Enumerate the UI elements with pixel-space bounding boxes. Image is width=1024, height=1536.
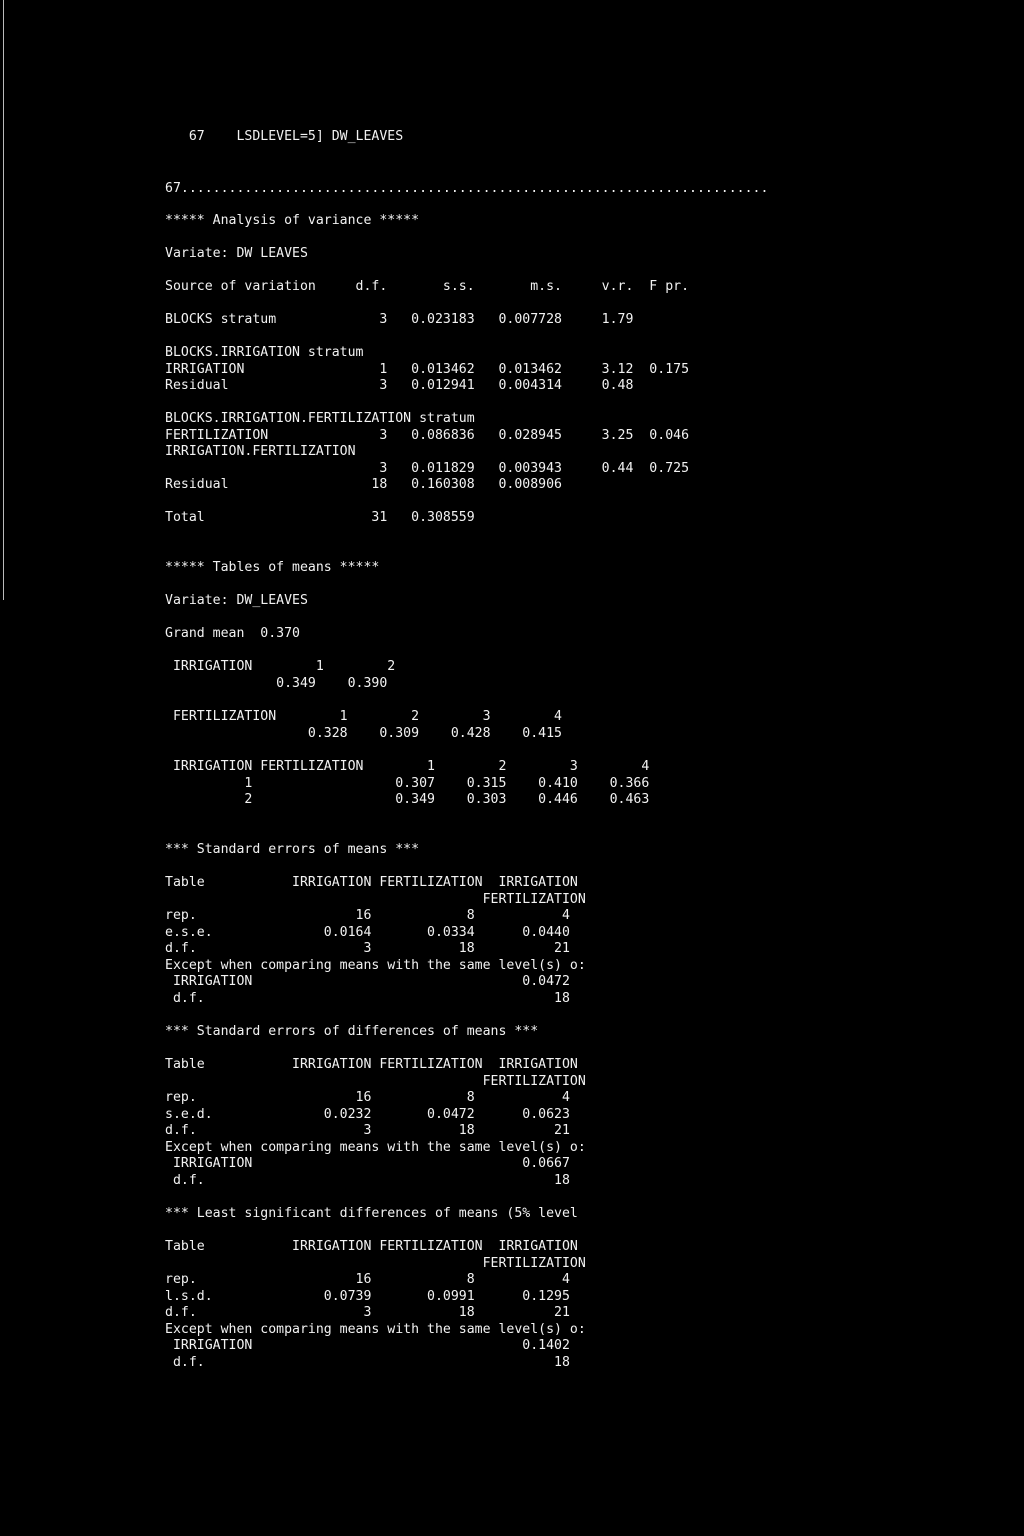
lsd-values: l.s.d. 0.0739 0.0991 0.1295 — [165, 1289, 570, 1304]
anova-variate: Variate: DW LEAVES — [165, 246, 308, 261]
directive-line: 67 LSDLEVEL=5] DW_LEAVES — [165, 129, 404, 144]
means-title: ***** Tables of means ***** — [165, 560, 380, 575]
sed-irrigation: IRRIGATION 0.0667 — [165, 1156, 570, 1171]
anova-stratum-label: BLOCKS.IRRIGATION stratum — [165, 345, 364, 360]
se-means-df-2: d.f. 18 — [165, 991, 570, 1006]
se-means-df: d.f. 3 18 21 — [165, 941, 570, 956]
lsd-df-2: d.f. 18 — [165, 1355, 570, 1370]
lsd-table-header-2: FERTILIZATION — [165, 1256, 586, 1271]
se-means-rep: rep. 16 8 4 — [165, 908, 570, 923]
page-edge-line — [3, 0, 4, 600]
two-way-means-header: IRRIGATION FERTILIZATION 1 2 3 4 — [165, 759, 650, 774]
two-way-means-row: 1 0.307 0.315 0.410 0.366 — [165, 776, 650, 791]
sed-title: *** Standard errors of differences of means *** — [165, 1024, 539, 1039]
se-means-ese: e.s.e. 0.0164 0.0334 0.0440 — [165, 925, 570, 940]
anova-row-residual: Residual 18 0.160308 0.008906 — [165, 477, 562, 492]
fertilization-means-header: FERTILIZATION 1 2 3 4 — [165, 709, 562, 724]
anova-row-irrigation: IRRIGATION 1 0.013462 0.013462 3.12 0.175 — [165, 362, 690, 377]
sed-rep: rep. 16 8 4 — [165, 1090, 570, 1105]
se-means-except: Except when comparing means with the same level(s) o: — [165, 958, 586, 973]
se-means-irrigation: IRRIGATION 0.0472 — [165, 974, 570, 989]
anova-column-headers: Source of variation d.f. s.s. m.s. v.r. F pr. — [165, 279, 690, 294]
lsd-df: d.f. 3 18 21 — [165, 1305, 570, 1320]
irrigation-means-values: 0.349 0.390 — [165, 676, 388, 691]
means-variate: Variate: DW_LEAVES — [165, 593, 308, 608]
lsd-title: *** Least significant differences of means (5% level — [165, 1206, 578, 1221]
anova-row-total: Total 31 0.308559 — [165, 510, 475, 525]
lsd-except: Except when comparing means with the same level(s) o: — [165, 1322, 586, 1337]
anova-row-label: IRRIGATION.FERTILIZATION — [165, 444, 356, 459]
lsd-rep: rep. 16 8 4 — [165, 1272, 570, 1287]
sed-except: Except when comparing means with the same level(s) o: — [165, 1140, 586, 1155]
two-way-means-row: 2 0.349 0.303 0.446 0.463 — [165, 792, 650, 807]
anova-row-fertilization: FERTILIZATION 3 0.086836 0.028945 3.25 0.046 — [165, 428, 690, 443]
sed-df-2: d.f. 18 — [165, 1173, 570, 1188]
se-means-table-header-2: FERTILIZATION — [165, 892, 586, 907]
sed-df: d.f. 3 18 21 — [165, 1123, 570, 1138]
fertilization-means-values: 0.328 0.309 0.428 0.415 — [165, 726, 562, 741]
grand-mean: Grand mean 0.370 — [165, 626, 300, 641]
se-means-table-header: Table IRRIGATION FERTILIZATION IRRIGATION — [165, 875, 578, 890]
lsd-table-header: Table IRRIGATION FERTILIZATION IRRIGATION — [165, 1239, 578, 1254]
se-means-title: *** Standard errors of means *** — [165, 842, 420, 857]
anova-row-irrigation-fertilization: 3 0.011829 0.003943 0.44 0.725 — [165, 461, 690, 476]
sed-table-header-2: FERTILIZATION — [165, 1074, 586, 1089]
dotted-separator: 67.......................................................................... — [165, 181, 769, 196]
anova-row-blocks: BLOCKS stratum 3 0.023183 0.007728 1.79 — [165, 312, 634, 327]
anova-title: ***** Analysis of variance ***** — [165, 213, 420, 228]
anova-stratum-label: BLOCKS.IRRIGATION.FERTILIZATION stratum — [165, 411, 475, 426]
sed-table-header: Table IRRIGATION FERTILIZATION IRRIGATION — [165, 1057, 578, 1072]
irrigation-means-header: IRRIGATION 1 2 — [165, 659, 396, 674]
lsd-irrigation: IRRIGATION 0.1402 — [165, 1338, 570, 1353]
sed-values: s.e.d. 0.0232 0.0472 0.0623 — [165, 1107, 570, 1122]
anova-row-residual: Residual 3 0.012941 0.004314 0.48 — [165, 378, 634, 393]
